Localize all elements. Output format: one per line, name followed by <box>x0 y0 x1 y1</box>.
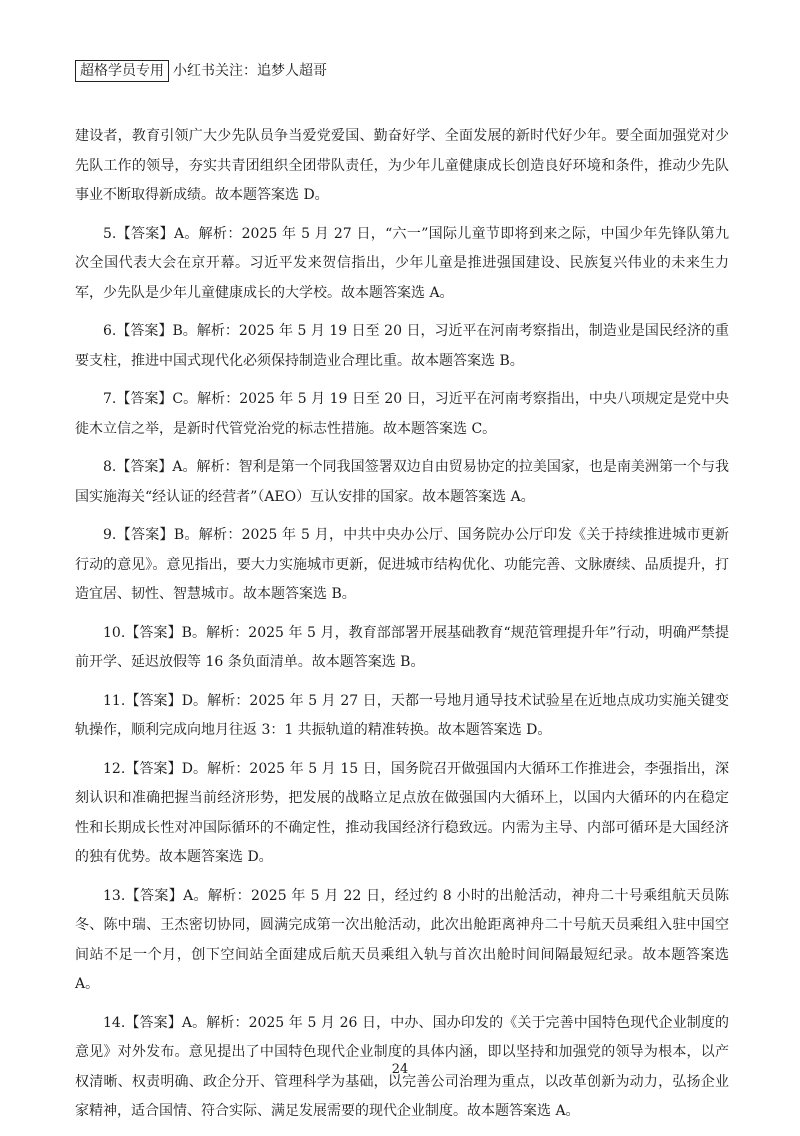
answer-item-9: 9.【答案】B。解析：2025 年 5 月，中共中央办公厅、国务院办公厅印发《关于持续推进城市更新行动的意见》。意见指出，要大力实施城市更新，促进城市结构优化、功能完善、文脉赓续、品质提升，打造宜居、韧性、智慧城市。故本题答案选 B。 <box>75 527 729 602</box>
header-tag: 超格学员专用 <box>75 60 169 82</box>
answer-item-10: 10.【答案】B。解析：2025 年 5 月，教育部部署开展基础教育“规范管理提升年”行动，明确严禁提前开学、延迟放假等 16 条负面清单。故本题答案选 B。 <box>75 624 729 670</box>
document-body <box>75 122 729 1136</box>
answer-item-5: 5.【答案】A。解析：2025 年 5 月 27 日，“六一”国际儿童节即将到来之际，中国少年先锋队第九次全国代表大会在京开幕。习近平发来贺信指出，少年儿童是推进强国建设、民族复兴伟业的未来生力军，少先队是少年儿童健康成长的大学校。故本题答案选 A。 <box>75 225 729 301</box>
answer-item-8: 8.【答案】A。解析：智利是第一个同我国签署双边自由贸易协定的拉美国家，也是南美洲第一个与我国实施海关“经认证的经营者”（AEO）互认安排的国家。故本题答案选 A。 <box>75 459 729 505</box>
header-note: 小红书关注：追梦人超哥 <box>173 63 327 79</box>
answer-item-11: 11.【答案】D。解析：2025 年 5 月 27 日，天都一号地月通导技术试验星在近地点成功实施关键变轨操作，顺利完成向地月往返 3：1 共振轨道的精准转换。故本题答案选 D。 <box>75 692 729 738</box>
answer-item-6: 6.【答案】B。解析：2025 年 5 月 19 日至 20 日，习近平在河南考察指出，制造业是国民经济的重要支柱，推进中国式现代化必须保持制造业合理比重。故本题答案选 B。 <box>75 323 729 369</box>
answer-item-14: 14.【答案】A。解析：2025 年 5 月 26 日，中办、国办印发的《关于完善中国特色现代企业制度的意见》对外发布。意见提出了中国特色现代企业制度的具体内涵，即以坚持和加强党的领导为根本，以产权清晰、权责明确、政企分开、管理科学为基础，以完善公司治理为重点，以改革创新为动力，弘扬企业家精神，适合国情、符合实际、满足发展需要的现代企业制度。故本题答案选 A。 <box>75 1014 729 1119</box>
answer-item-12: 12.【答案】D。解析：2025 年 5 月 15 日，国务院召开做强国内大循环工作推进会，李强指出，深刻认识和准确把握当前经济形势，把发展的战略立足点放在做强国内大循环上，以国内大循环的内在稳定性和长期成长性对冲国际循环的不确定性，推动我国经济行稳致远。内需为主导、内部可循环是大国经济的独有优势。故本题答案选 D。 <box>75 760 729 865</box>
answer-item-13: 13.【答案】A。解析：2025 年 5 月 22 日，经过约 8 小时的出舱活动，神舟二十号乘组航天员陈冬、陈中瑞、王杰密切协同，圆满完成第一次出舱活动，此次出舱距离神舟二十号航天员乘组入驻中国空间站不足一个月，创下空间站全面建成后航天员乘组入轨与首次出舱时间间隔最短纪录。故本题答案选 A。 <box>75 887 729 992</box>
answer-item-7: 7.【答案】C。解析：2025 年 5 月 19 日至 20 日，习近平在河南考察指出，中央八项规定是党中央徙木立信之举，是新时代管党治党的标志性措施。故本题答案选 C。 <box>75 391 729 437</box>
page-number: 24 <box>391 1062 409 1077</box>
page-header <box>75 60 327 82</box>
paragraph-continuation: 建设者，教育引领广大少先队员争当爱党爱国、勤奋好学、全面发展的新时代好少年。要全面加强党对少先队工作的领导，夯实共青团组织全团带队责任，为少年儿童健康成长创造良好环境和条件，推动少先队事业不断取得新成绩。故本题答案选 D。 <box>75 128 729 203</box>
